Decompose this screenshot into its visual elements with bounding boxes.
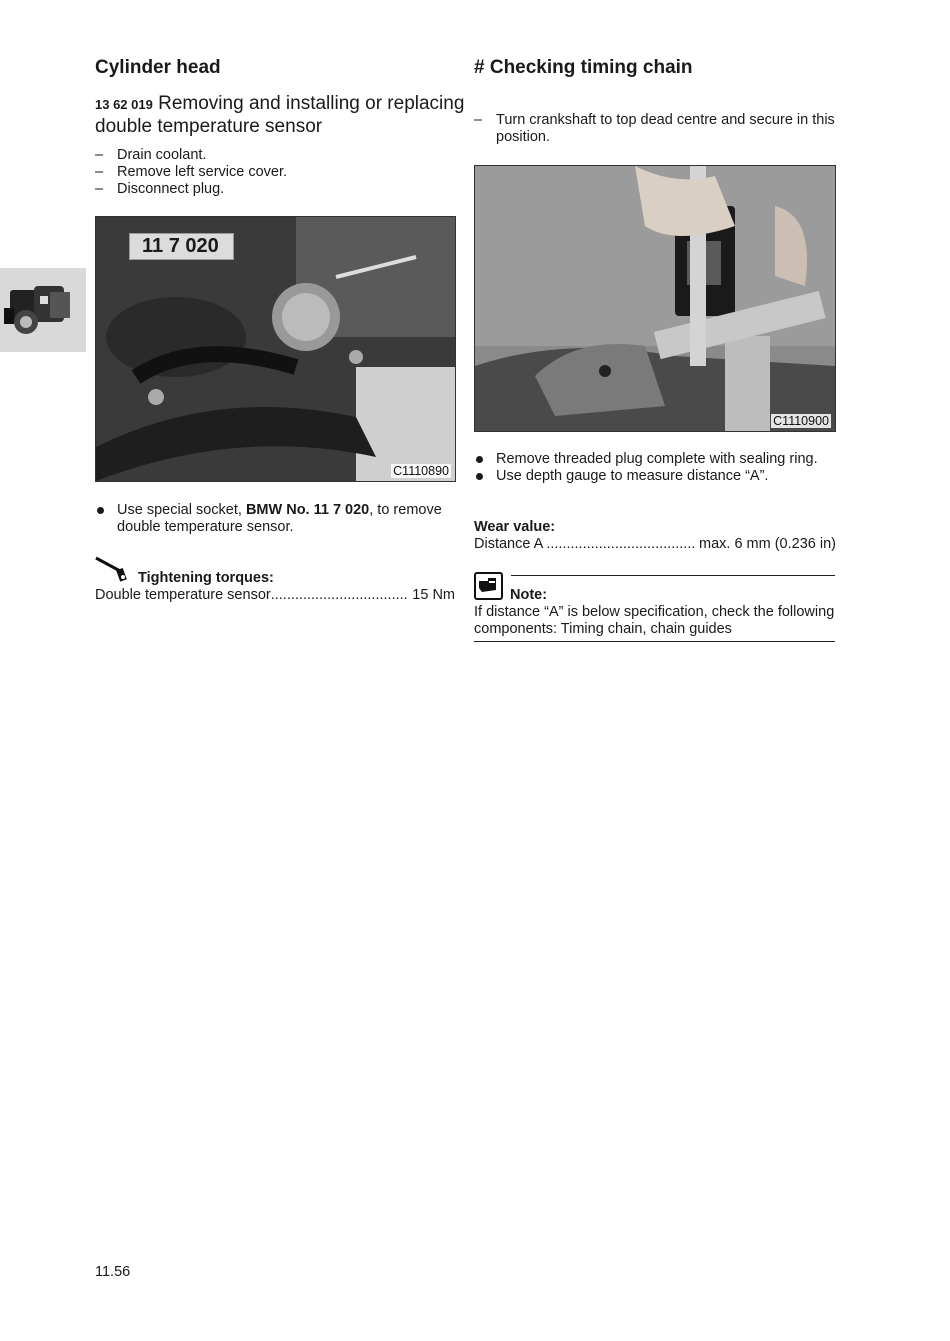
tool-number-badge: 11 7 020	[129, 233, 234, 260]
list-item: – Disconnect plug.	[95, 181, 225, 197]
page-number: 11.56	[95, 1264, 131, 1280]
leader-dots	[543, 536, 696, 553]
note-title: Note:	[510, 587, 548, 603]
note-block	[474, 570, 835, 642]
list-item: – Turn crankshaft to top dead centre and secure in this position.	[474, 112, 835, 145]
figure-sensor-removal	[95, 216, 456, 482]
list-item: Use depth gauge to measure distance “A”.	[474, 468, 834, 485]
wear-item: Distance A	[474, 536, 544, 552]
note-text: If distance “A” is below specification, check the following components: Timing chain, chain guides	[474, 604, 835, 642]
torque-item: Double temperature sensor	[95, 587, 271, 603]
figure-label: C1110890	[393, 464, 449, 478]
procedure-code: 13 62 019	[95, 97, 153, 112]
instruction-bullets	[474, 451, 834, 485]
bullet-icon	[476, 473, 483, 480]
figure-label: C1110900	[773, 414, 829, 428]
torque-value: 15 Nm	[412, 587, 455, 603]
engine-icon	[0, 268, 86, 352]
special-tool-number: BMW No. 11 7 020	[245, 502, 370, 518]
procedure-title-text: Removing and installing or replacing double temperature sensor	[95, 93, 465, 137]
section-tab	[0, 268, 86, 352]
list-item: Remove threaded plug complete with sealing ring.	[474, 451, 834, 468]
list-item: – Remove left service cover.	[95, 164, 288, 180]
list-item: – Drain coolant.	[95, 147, 207, 163]
leader-dots	[271, 587, 410, 604]
instruction-bullets	[95, 502, 447, 536]
note-hand-icon	[474, 572, 504, 600]
torque-title: Tightening torques:	[138, 570, 274, 586]
bullet-icon	[97, 507, 104, 514]
gauge-photo	[475, 166, 835, 431]
list-item: Use special socket, BMW No. 11 7 020, to remove double temperature sensor.	[95, 502, 447, 536]
section-heading-cylinder-head: Cylinder head	[95, 57, 221, 78]
steps-list	[95, 147, 455, 198]
section-heading-timing-chain: # Checking timing chain	[474, 57, 693, 78]
torque-wrench-icon	[95, 555, 131, 583]
bullet-icon	[476, 456, 483, 463]
torque-block	[95, 555, 455, 604]
wear-title: Wear value:	[474, 519, 556, 535]
torque-spec-row	[95, 587, 455, 604]
wear-value-block	[474, 519, 836, 553]
step-list	[474, 112, 836, 146]
wear-value: max. 6 mm (0.236 in)	[699, 536, 836, 552]
procedure-title	[95, 93, 465, 138]
figure-depth-gauge	[474, 165, 836, 432]
wear-spec-row	[474, 536, 836, 553]
